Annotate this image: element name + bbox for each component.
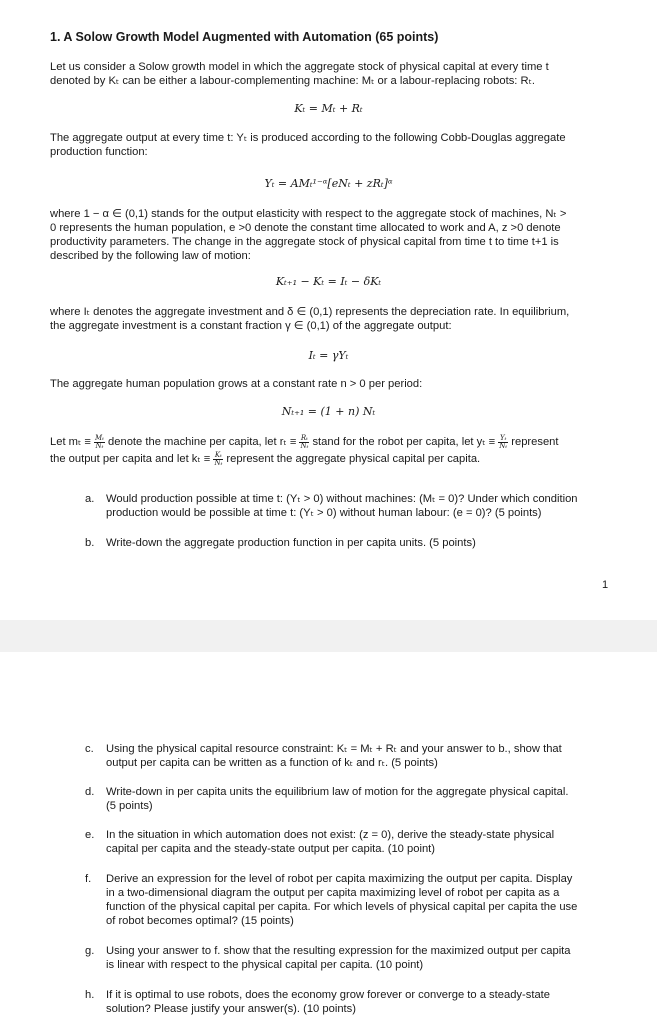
params-line-1: where 1 − α ∈ (0,1) stands for the output elasticity with respect to the aggregate stock of machines, Nₜ > [50,208,567,220]
question-label: g. [85,945,95,957]
parameters-paragraph [50,207,612,263]
equation-population-growth: Nₜ₊₁ = (1 + n) Nₜ [281,405,376,418]
output-line-2: production function: [50,146,148,158]
params-line-3: productivity parameters. The change in the aggregate stock of physical capital from time t to time t+1 is [50,236,559,248]
definitions-line-2: the output per capita and let kₜ ≡ $\frac{\text{Kₜ}}{\text{Nₜ}}$ represent the aggregate physical capital per capita. [50,450,481,467]
definitions-line-1: Let mₜ ≡ $\frac{\text{Mₜ}}{\text{Nₜ}}$ denote the machine per capita, let rₜ ≡ $\frac{\text{Rₜ}}{\text{Nₜ}}$ stand for the robot per capita, let yₜ ≡ $\frac{\text{Yₜ}}{\text{Nₜ}}$ represent [50,433,559,450]
investment-line-2: the aggregate investment is a constant fraction γ ∈ (0,1) of the aggregate output: [50,320,452,332]
population-paragraph [50,377,612,391]
section-title-block [50,29,612,45]
question-text: Would production possible at time t: (Yₜ > 0) without machines: (Mₜ = 0)? Under which condition production would be possible at time t: (Yₜ > 0) without human labour: (e = 0)? (5 points) [106,493,578,519]
investment-paragraph [50,305,612,333]
question-text: Write-down the aggregate production function in per capita units. (5 points) [106,537,476,549]
equation-capital-constraint: Kₜ = Mₜ + Rₜ [294,102,363,115]
intro-line-2: denoted by Kₜ can be either a labour-complementing machine: Mₜ or a labour-replacing robots: Rₜ. [50,75,536,87]
fraction-output: $\frac{\text{Yₜ}}{\text{Nₜ}}$ [499,433,508,450]
question-label: f. [85,873,92,885]
question-text: In the situation in which automation does not exist: (z = 0), derive the steady-state physical capital per capita and the steady-state output per capita. (10 point) [106,829,555,855]
question-label: b. [85,537,95,549]
document-page-2 [0,652,657,1024]
question-text: Write-down in per capita units the equilibrium law of motion for the aggregate physical capital. (5 points) [106,786,569,812]
output-paragraph [50,131,612,159]
intro-paragraph [50,60,612,88]
question-label: h. [85,989,95,1001]
intro-line-1: Let us consider a Solow growth model in which the aggregate stock of physical capital at every time t [50,61,549,73]
fraction-capital: $\frac{\text{Kₜ}}{\text{Nₜ}}$ [214,450,223,467]
fraction-robot: $\frac{\text{Rₜ}}{\text{Nₜ}}$ [300,433,309,450]
question-label: a. [85,493,95,505]
equation-investment: Iₜ = γYₜ [308,349,349,362]
fraction-machine: $\frac{\text{Mₜ}}{\text{Nₜ}}$ [95,433,104,450]
per-capita-definitions [50,433,612,467]
question-text: Using your answer to f. show that the resulting expression for the maximized output per capita is linear with respect to the physical capital per capita. (10 point) [106,945,571,971]
question-text: If it is optimal to use robots, does the economy grow forever or converge to a steady-state solution? Please justify your answer(s). (10 points) [106,989,550,1015]
question-label: c. [85,743,94,755]
params-line-4: described by the following law of motion: [50,250,251,262]
question-text: Derive an expression for the level of robot per capita maximizing the output per capita. Display in a two-dimensional diagram the output per capita maximizing level of robot per capita as a function of the physical capital per capita. For which levels of physical capital per capita the use of robot becomes optimal? (15 points) [106,873,578,927]
question-label: e. [85,829,95,841]
question-label: d. [85,786,95,798]
output-line-1: The aggregate output at every time t: Yₜ is produced according to the following Cobb-Douglas aggregate [50,132,566,144]
page-number: 1 [602,579,609,591]
investment-line-1: where Iₜ denotes the aggregate investment and δ ∈ (0,1) represents the depreciation rate. In equilibrium, [50,306,570,318]
question-text: Using the physical capital resource constraint: Kₜ = Mₜ + Rₜ and your answer to b., show that output per capita can be written as a function of kₜ and rₜ. (5 points) [106,743,562,769]
equation-production-function: Yₜ = AMₜ¹⁻ᵅ[eNₜ + zRₜ]ᵅ [264,177,393,190]
equation-law-of-motion: Kₜ₊₁ − Kₜ = Iₜ − δKₜ [275,275,382,288]
section-title: 1. A Solow Growth Model Augmented with Automation (65 points) [50,30,439,44]
population-line: The aggregate human population grows at a constant rate n > 0 per period: [50,378,423,390]
page-separator [0,620,657,652]
params-line-2: 0 represents the human population, e >0 denote the constant time allocated to work and A, z >0 denote [50,222,561,234]
